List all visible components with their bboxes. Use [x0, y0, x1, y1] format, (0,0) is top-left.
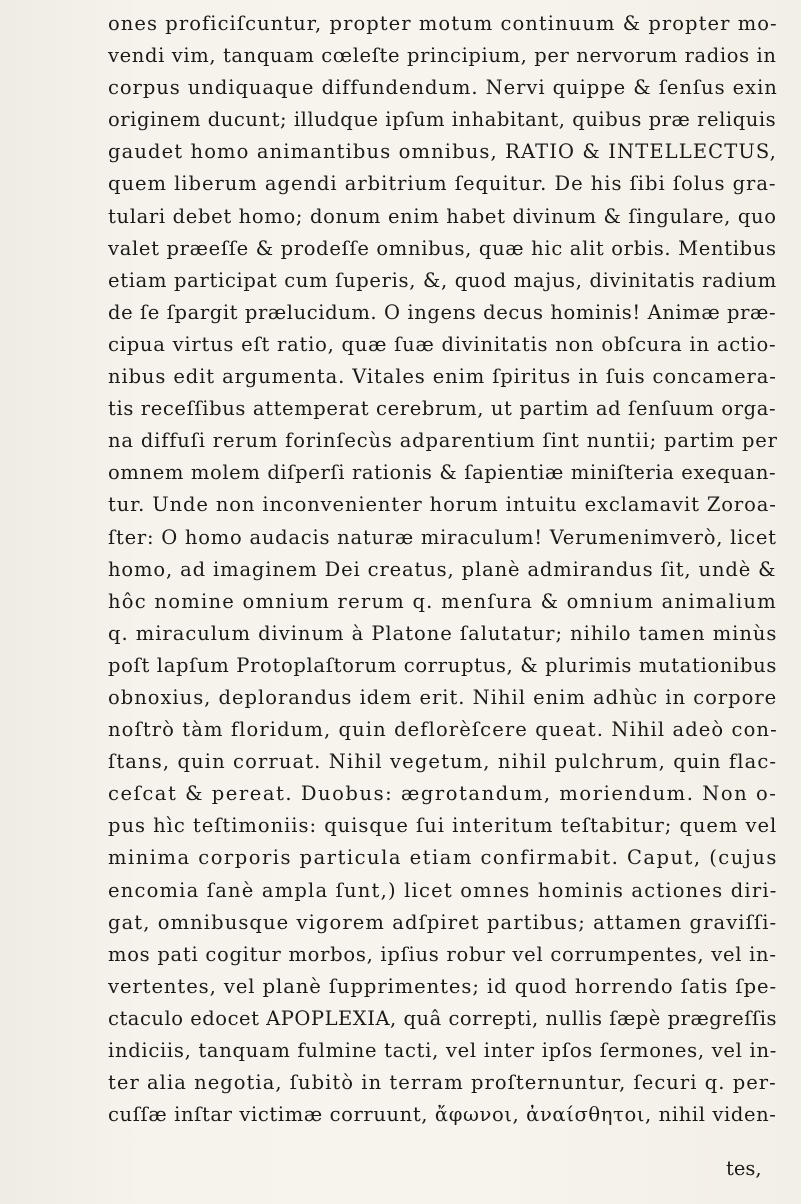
text-line: q. miraculum divinum à Platone ſalutatur; nihilo tamen minùs: [108, 621, 778, 645]
text-line: na diffuſi rerum forinſecùs adparentium ſint nuntii; partim per: [108, 429, 778, 453]
text-line: cuſſæ inſtar victimæ corruunt, ἄφωνοι, ἀναίσθητοι, nihil viden-: [108, 1103, 777, 1127]
text-line: ctaculo edocet APOPLEXIA, quâ correpti, nullis ſæpè prægreſſis: [108, 1006, 777, 1030]
text-line: homo, ad imaginem Dei creatus, planè admirandus ſit, undè &: [108, 557, 777, 581]
text-line: ſtans, quin corruat. Nihil vegetum, nihil pulchrum, quin flac-: [108, 750, 778, 774]
text-line: valet præeſſe & prodeſſe omnibus, quæ hic alit orbis. Mentibus: [108, 236, 777, 260]
text-line: nibus edit argumenta. Vitales enim ſpiritus in ſuis concamera-: [108, 365, 777, 389]
text-line: originem ducunt; illudque ipſum inhabitant, quibus præ reliquis: [108, 108, 777, 132]
text-line: de ſe ſpargit prælucidum. O ingens decus hominis! Animæ præ-: [108, 300, 777, 324]
text-line: mos pati cogitur morbos, ipſius robur vel corrumpentes, vel in-: [108, 942, 777, 966]
text-line: indiciis, tanquam fulmine tacti, vel inter ipſos ſermones, vel in-: [108, 1039, 778, 1062]
text-line: noſtrò tàm floridum, quin deflorèſcere queat. Nihil adeò con-: [108, 718, 778, 742]
text-line: ones proficiſcuntur, propter motum continuum & propter mo-: [108, 12, 778, 35]
text-line: omnem molem diſperſi rationis & ſapientiæ miniſteria exequan-: [108, 461, 777, 485]
text-line: vertentes, vel planè ſupprimentes; id quod horrendo ſatis ſpe-: [108, 974, 777, 998]
text-line: poſt lapſum Protoplaſtorum corruptus, & plurimis mutationibus: [108, 653, 778, 677]
text-line: tis receſſibus attemperat cerebrum, ut partim ad ſenſuum orga-: [108, 397, 777, 421]
text-line: vendi vim, tanquam cœleſte principium, per nervorum radios in: [108, 44, 777, 68]
text-line: ceſcat & pereat. Duobus: ægrotandum, moriendum. Non o-: [108, 782, 778, 806]
text-line: corpus undiquaque diffundendum. Nervi quippe & ſenſus exin: [108, 76, 778, 100]
text-line: tulari debet homo; donum enim habet divinum & ſingulare, quo: [108, 204, 777, 228]
text-line: etiam participat cum ſuperis, &, quod majus, divinitatis radium: [108, 268, 777, 292]
text-line: encomia ſanè ampla ſunt,) licet omnes hominis actiones diri-: [108, 878, 778, 902]
text-line: minima corporis particula etiam confirmabit. Caput, (cujus: [108, 846, 778, 870]
text-line: hôc nomine omnium rerum q. menſura & omnium animalium: [108, 589, 777, 613]
catchword: tes,: [726, 1157, 762, 1180]
text-line: cipua virtus eſt ratio, quæ ſuæ divinitatis non obſcura in actio-: [108, 332, 777, 356]
text-line: ſter: O homo audacis naturæ miraculum! Verumenimverò, licet: [108, 525, 777, 549]
text-line: ter alia negotia, ſubitò in terram proſternuntur, ſecuri q. per-: [108, 1071, 777, 1095]
latin-text-body: [108, 8, 776, 1131]
text-line: tur. Unde non inconvenienter horum intuitu exclamavit Zoroa-: [108, 493, 777, 517]
text-line: obnoxius, deplorandus idem erit. Nihil enim adhùc in corpore: [108, 685, 778, 709]
text-line: quem liberum agendi arbitrium ſequitur. De his ſibi ſolus gra-: [108, 172, 777, 196]
text-line: pus hìc teſtimoniis: quisque ſui interitum teſtabitur; quem vel: [108, 814, 778, 838]
text-line: gat, omnibusque vigorem adſpiret partibus; attamen graviſſi-: [108, 910, 778, 934]
text-line: gaudet homo animantibus omnibus, RATIO & INTELLECTUS,: [108, 140, 777, 164]
